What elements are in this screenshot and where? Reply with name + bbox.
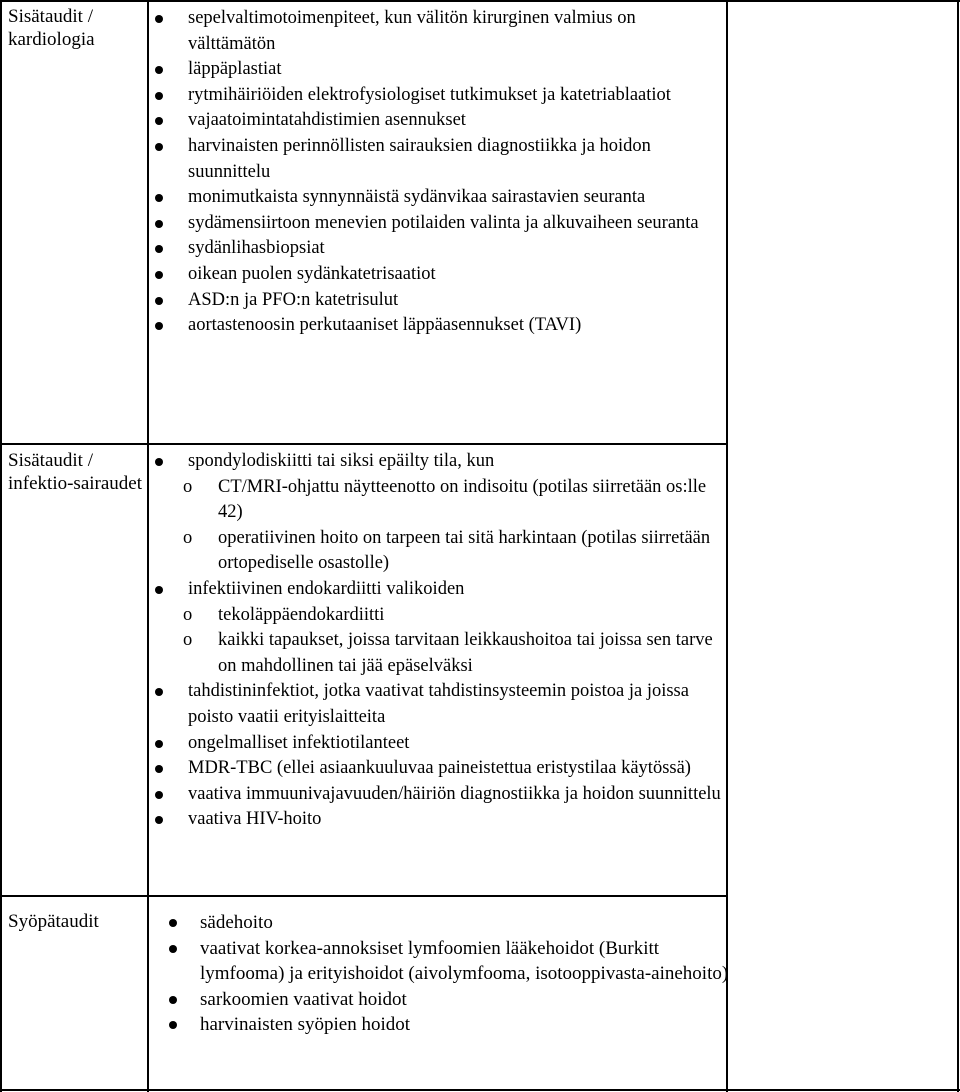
list-item <box>165 987 735 1013</box>
list-item-text: sepelvaltimotoimenpiteet, kun välitön kirurginen valmius on välttämätön <box>188 8 636 54</box>
bullet-icon <box>155 245 163 253</box>
sub-bullet-icon: o <box>183 527 193 548</box>
sub-list-item <box>151 475 721 526</box>
bullet-icon <box>155 220 163 228</box>
sub-bullet-icon: o <box>183 630 193 651</box>
bullet-icon <box>155 791 163 799</box>
list-item-text: ASD:n ja PFO:n katetrisulut <box>188 289 399 310</box>
table-border-right <box>957 0 959 1092</box>
bullet-icon <box>169 1021 177 1029</box>
bullet-icon <box>155 586 163 594</box>
list-item <box>165 1012 735 1038</box>
list-item-text: sydämensiirtoon menevien potilaiden valinta ja alkuvaiheen seuranta <box>188 212 699 233</box>
table-column-divider-1 <box>147 0 149 1092</box>
list-item <box>165 936 735 987</box>
syopataudit-list <box>165 910 735 1038</box>
list-item <box>151 211 721 237</box>
sub-list-item-text: kaikki tapaukset, joissa tarvitaan leikkaushoitoa tai joissa sen tarve on mahdollinen tai jää epäselväksi <box>218 630 713 676</box>
table-row-divider-1 <box>0 443 726 445</box>
bullet-icon <box>155 740 163 748</box>
infektiosairaudet-list <box>151 449 721 833</box>
list-item <box>151 108 721 134</box>
list-item-text: monimutkaista synnynnäistä sydänvikaa sairastavien seuranta <box>188 187 646 208</box>
list-item-text: sädehoito <box>200 912 273 933</box>
bullet-icon <box>169 919 177 927</box>
list-item <box>151 6 721 57</box>
bullet-icon <box>155 66 163 74</box>
list-item-text: vaativa immuunivajavuuden/häiriön diagnostiikka ja hoidon suunnittelu <box>188 783 721 804</box>
list-item-text: sydänlihasbiopsiat <box>188 238 325 259</box>
bullet-icon <box>155 15 163 23</box>
list-item-text: tahdistininfektiot, jotka vaativat tahdistinsysteemin poistoa ja joissa poisto vaatii erityislaitteita <box>188 681 689 727</box>
list-item <box>151 185 721 211</box>
list-item <box>151 57 721 83</box>
sub-list-item <box>151 603 721 629</box>
list-item <box>151 807 721 833</box>
list-item-text: vajaatoimintatahdistimien asennukset <box>188 110 466 131</box>
sub-list-item <box>151 628 721 679</box>
table-border-bottom <box>0 1089 960 1091</box>
list-item-text: vaativat korkea-annoksiset lymfoomien lääkehoidot (Burkitt lymfooma) ja erityishoidot (aivolymfooma, isotooppivasta-ainehoito) <box>200 937 729 985</box>
table-border-left <box>0 0 2 1092</box>
bullet-icon <box>155 117 163 125</box>
bullet-icon <box>155 816 163 824</box>
list-item <box>165 910 735 936</box>
bullet-icon <box>155 92 163 100</box>
bullet-icon <box>169 945 177 953</box>
table-row-divider-2 <box>0 895 726 897</box>
table-border-top <box>0 0 960 2</box>
sub-list <box>151 603 721 680</box>
kardiologia-list <box>151 6 721 339</box>
list-item-text: MDR-TBC (ellei asiaankuuluvaa paineistettua eristystilaa käytössä) <box>188 758 691 779</box>
bullet-icon <box>155 143 163 151</box>
list-item <box>151 731 721 757</box>
list-item <box>151 288 721 314</box>
list-item <box>151 313 721 339</box>
bullet-icon <box>155 297 163 305</box>
bullet-icon <box>155 765 163 773</box>
list-item <box>151 134 721 185</box>
list-item <box>151 449 721 577</box>
bullet-icon <box>155 458 163 466</box>
bullet-icon <box>155 322 163 330</box>
bullet-icon <box>155 194 163 202</box>
list-item-text: sarkoomien vaativat hoidot <box>200 988 407 1010</box>
list-item-text: aortastenoosin perkutaaniset läppäasennukset (TAVI) <box>188 315 582 336</box>
list-item <box>151 83 721 109</box>
list-item-text: ongelmalliset infektiotilanteet <box>188 732 410 753</box>
list-item-text: spondylodiskiitti tai siksi epäilty tila, kun <box>188 451 495 471</box>
sub-bullet-icon: o <box>183 604 193 625</box>
bullet-icon <box>155 271 163 279</box>
list-item-text: harvinaisten syöpien hoidot <box>200 1014 411 1036</box>
row-label-syopataudit: Syöpätaudit <box>8 911 99 932</box>
list-item-text: oikean puolen sydänkatetrisaatiot <box>188 263 436 284</box>
list-item <box>151 262 721 288</box>
sub-list-item-text: operatiivinen hoito on tarpeen tai sitä harkintaan (potilas siirretään ortopediselle osastolle) <box>218 527 711 574</box>
bullet-icon <box>169 996 177 1004</box>
sub-list-item <box>151 526 721 577</box>
list-item <box>151 236 721 262</box>
list-item-text: rytmihäiriöiden elektrofysiologiset tutkimukset ja katetriablaatiot <box>188 84 671 105</box>
sub-list-item-text: CT/MRI-ohjattu näytteenotto on indisoitu (potilas siirretään os:lle 42) <box>218 476 707 523</box>
row-label-infektiosairaudet: Sisätaudit / infektio-sairaudet <box>8 450 143 494</box>
list-item-text: infektiivinen endokardiitti valikoiden <box>188 578 465 599</box>
list-item <box>151 756 721 782</box>
sub-bullet-icon: o <box>183 476 193 497</box>
list-item <box>151 679 721 730</box>
list-item <box>151 577 721 679</box>
list-item <box>151 782 721 808</box>
row-label-kardiologia: Sisätaudit / kardiologia <box>8 6 95 50</box>
list-item-text: harvinaisten perinnöllisten sairauksien diagnostiikka ja hoidon suunnittelu <box>188 135 651 182</box>
list-item-text: läppäplastiat <box>188 59 282 80</box>
list-item-text: vaativa HIV-hoito <box>188 809 322 830</box>
bullet-icon <box>155 688 163 696</box>
sub-list-item-text: tekoläppäendokardiitti <box>218 604 385 625</box>
sub-list <box>151 475 721 577</box>
